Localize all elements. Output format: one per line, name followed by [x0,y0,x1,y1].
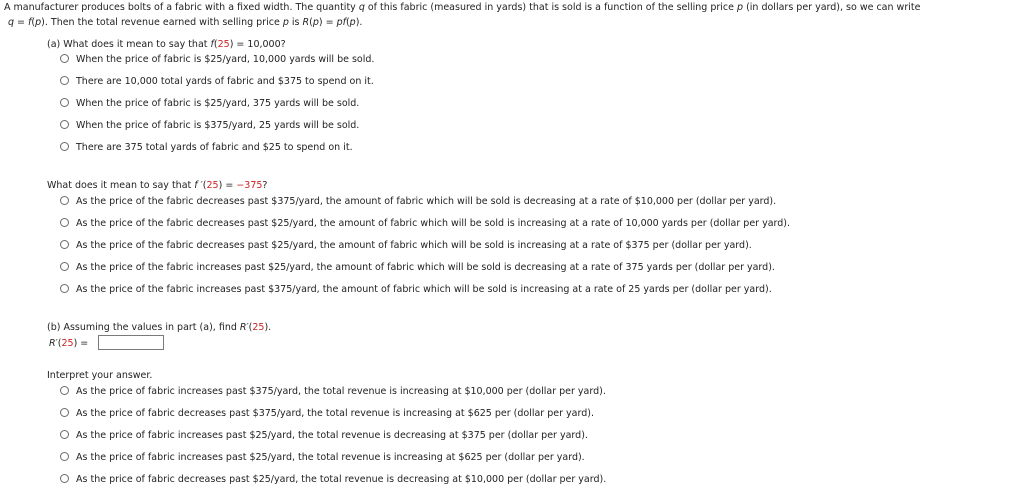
radio-button[interactable] [60,240,69,249]
radio-button[interactable] [60,120,69,129]
answer-label: R′(25) = [49,338,89,349]
radio-button[interactable] [60,142,69,151]
radio-button[interactable] [60,430,69,439]
radio-button[interactable] [60,284,69,293]
radio-button[interactable] [60,98,69,107]
derivative-question: What does it mean to say that f ′(25) = −375? [47,180,268,191]
radio-button[interactable] [60,408,69,417]
radio-button[interactable] [60,76,69,85]
answer-input[interactable] [98,335,164,350]
radio-button[interactable] [60,196,69,205]
interpret-label: Interpret your answer. [47,370,153,381]
radio-button[interactable] [60,452,69,461]
problem-statement-line-2: q = f(p). Then the total revenue earned with selling price p is R(p) = pf(p). [8,17,363,28]
radio-button[interactable] [60,218,69,227]
problem-statement-line-1: A manufacturer produces bolts of a fabric with a fixed width. The quantity q of this fabric (measured in yards) that is sold is a function of the selling price p (in dollars per yard), so we can write [4,2,921,13]
part-a-question: (a) What does it mean to say that f(25) = 10,000? [47,39,286,50]
radio-button[interactable] [60,262,69,271]
radio-button[interactable] [60,386,69,395]
part-b-question: (b) Assuming the values in part (a), find R′(25). [47,322,272,333]
radio-button[interactable] [60,54,69,63]
radio-button[interactable] [60,474,69,483]
